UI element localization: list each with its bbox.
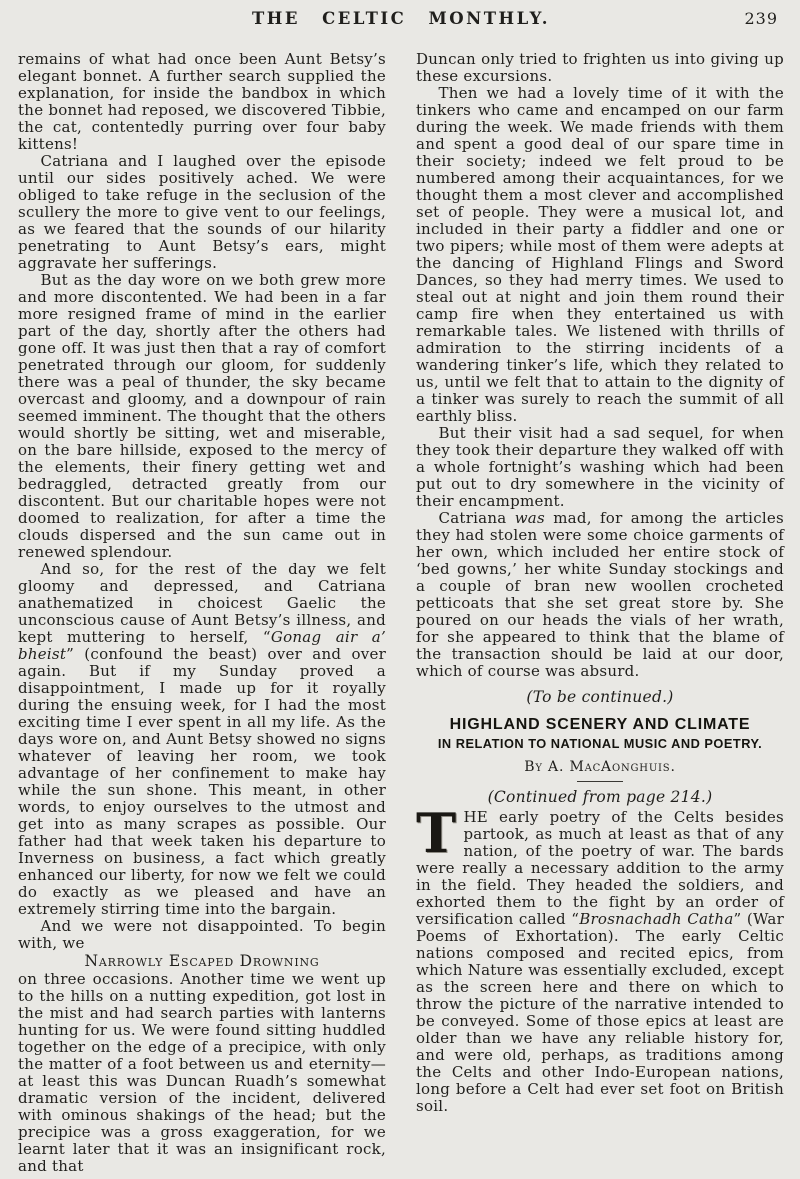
to-be-continued-note: (To be continued.) (526, 688, 674, 706)
story-paragraph-continuation: remains of what had once been Aunt Betsy’s elegant bonnet. A further search supplied the explanation, for inside the bandbox in which the bonnet had reposed, we discovered Tibbie, the cat, contentedly purring over four baby kittens! (18, 50, 386, 153)
paragraph-text: And so, for the rest of the day we felt gloomy and depressed, and Catriana anathematized in choicest Gaelic the unconscious cause of Aunt Betsy’s illness, and kept muttering to herself, “ (18, 560, 386, 646)
story-paragraph (18, 561, 386, 918)
ornamental-drop-cap: T (416, 801, 457, 865)
article-paragraph (416, 801, 784, 1115)
gaelic-phrase-italic: Gonag air a’ bheist (18, 628, 386, 663)
paragraph-text: Catriana (438, 509, 515, 527)
paragraph-text: HE early poetry of the Celts besides partook, as much at least as that of any nation, of the poetry of war. The bards were really a necessary addition to the army in the field. They headed the soldiers, and exhorted them to the fight by an order of versification called “ (416, 808, 784, 928)
story-paragraph: Catriana and I laughed over the episode until our sides positively ached. We were obliged to take refuge in the seclusion of the scullery the more to give vent to our feelings, as we feared that the sounds of our hilarity penetrating to Aunt Betsy’s ears, might aggravate her sufferings. (18, 152, 386, 272)
story-paragraph: Then we had a lovely time of it with the tinkers who came and encamped on our farm during the week. We made friends with them and spent a good deal of our spare time in their society; indeed we felt proud to be numbered among their acquaintances, for we thought them a most clever and accomplished set of people. They were a musical lot, and included in their party a fiddler and one or two pipers; while most of them were adepts at the dancing of Highland Flings and Sword Dances, so they had merry times. We used to steal out at night and join them round their camp fire when they entertained us with remarkable tales. We listened with thrills of admiration to the stirring incidents of a wandering tinker’s life, which they related to us, until we felt that to attain to the dignity of a tinker was surely to reach the summit of all earthly bliss. (416, 84, 784, 425)
two-column-layout (18, 51, 784, 1175)
section-subheading: Narrowly Escaped Drowning (84, 952, 320, 970)
page-header (18, 9, 784, 35)
paragraph-text: ” (War Poems of Exhortation). The early Celtic nations composed and recited epics, from which Nature was essentially excluded, except as the screen here and there on which to throw the picture of the narrative intended to be conveyed. Some of those epics at least are older than we have any reliable history for, and were old, perhaps, as traditions among the Celts and other Indo-European nations, long before a Celt had ever set foot on British soil. (416, 910, 784, 1115)
story-paragraph-continuation: Duncan only tried to frighten us into giving up these excursions. (416, 50, 784, 85)
right-column (416, 51, 784, 1175)
article-title-line-2: IN RELATION TO NATIONAL MUSIC AND POETRY. (437, 736, 763, 751)
article-byline: By A. MacAonghuis. (524, 759, 676, 775)
article-highland-scenery (416, 716, 784, 1115)
story-paragraph (416, 510, 784, 680)
left-column (18, 51, 386, 1175)
article-title-line-1: HIGHLAND SCENERY AND CLIMATE (449, 716, 751, 733)
journal-title: THE CELTIC MONTHLY. (251, 9, 551, 28)
emphasis-word-italic: was (514, 509, 545, 527)
page-number: 239 (744, 9, 778, 28)
byline-rule-divider (577, 781, 623, 782)
continued-from-note: (Continued from page 214.) (487, 788, 713, 806)
paragraph-text: mad, for among the articles they had stolen were some choice garments of her own, which included her entire stock of ‘bed gowns,’ her white Sunday stockings and a couple of bran new woollen crocheted petticoats that she set great store by. She poured on our heads the vials of her wrath, for she appeared to think that the blame of the transaction should be laid at our door, which of course was absurd. (416, 509, 784, 680)
story-paragraph: But their visit had a sad sequel, for when they took their departure they walked off with a whole fortnight’s washing which had been put out to dry somewhere in the vicinity of their encampment. (416, 424, 784, 510)
paragraph-text: ” (confound the beast) over and over again. But if my Sunday proved a disappointment, I made up for it royally during the ensuing week, for I had the most exciting time I ever spent in all my life. As the days wore on, and Aunt Betsy showed no signs whatever of leaving her room, we took advantage of her confinement to make hay while the sun shone. This meant, in other words, to enjoy ourselves to the utmost and get into as many scrapes as possible. Our father had that week taken his departure to Inverness on business, a fact which greatly enhanced our liberty, for now we felt we could do exactly as we pleased and have an extremely stirring time into the bargain. (18, 645, 386, 918)
story-paragraph: And we were not disappointed. To begin with, we (18, 917, 386, 952)
story-paragraph: But as the day wore on we both grew more and more discontented. We had been in a far more resigned frame of mind in the earlier part of the day, shortly after the others had gone off. It was just then that a ray of comfort penetrated through our gloom, for suddenly there was a peal of thunder, the sky became overcast and gloomy, and a downpour of rain seemed imminent. The thought that the others would shortly be sitting, wet and miserable, on the bare hillside, exposed to the mercy of the elements, their finery getting wet and bedraggled, detracted greatly from our discontent. But our charitable hopes were not doomed to realization, for after a time the clouds dispersed and the sun came out in renewed splendour. (18, 271, 386, 561)
gaelic-term-italic: Brosnachadh Catha (579, 910, 734, 928)
story-paragraph-continuation: on three occasions. Another time we went up to the hills on a nutting expedition, got lost in the mist and had search parties with lanterns hunting for us. We were found sitting huddled together on the edge of a precipice, with only the matter of a foot between us and eternity—at least this was Duncan Ruadh’s somewhat dramatic version of the incident, delivered with ominous shakings of the head; but the precipice was a gross exaggeration, for we learnt later that it was an insignificant rock, and that (18, 970, 386, 1175)
